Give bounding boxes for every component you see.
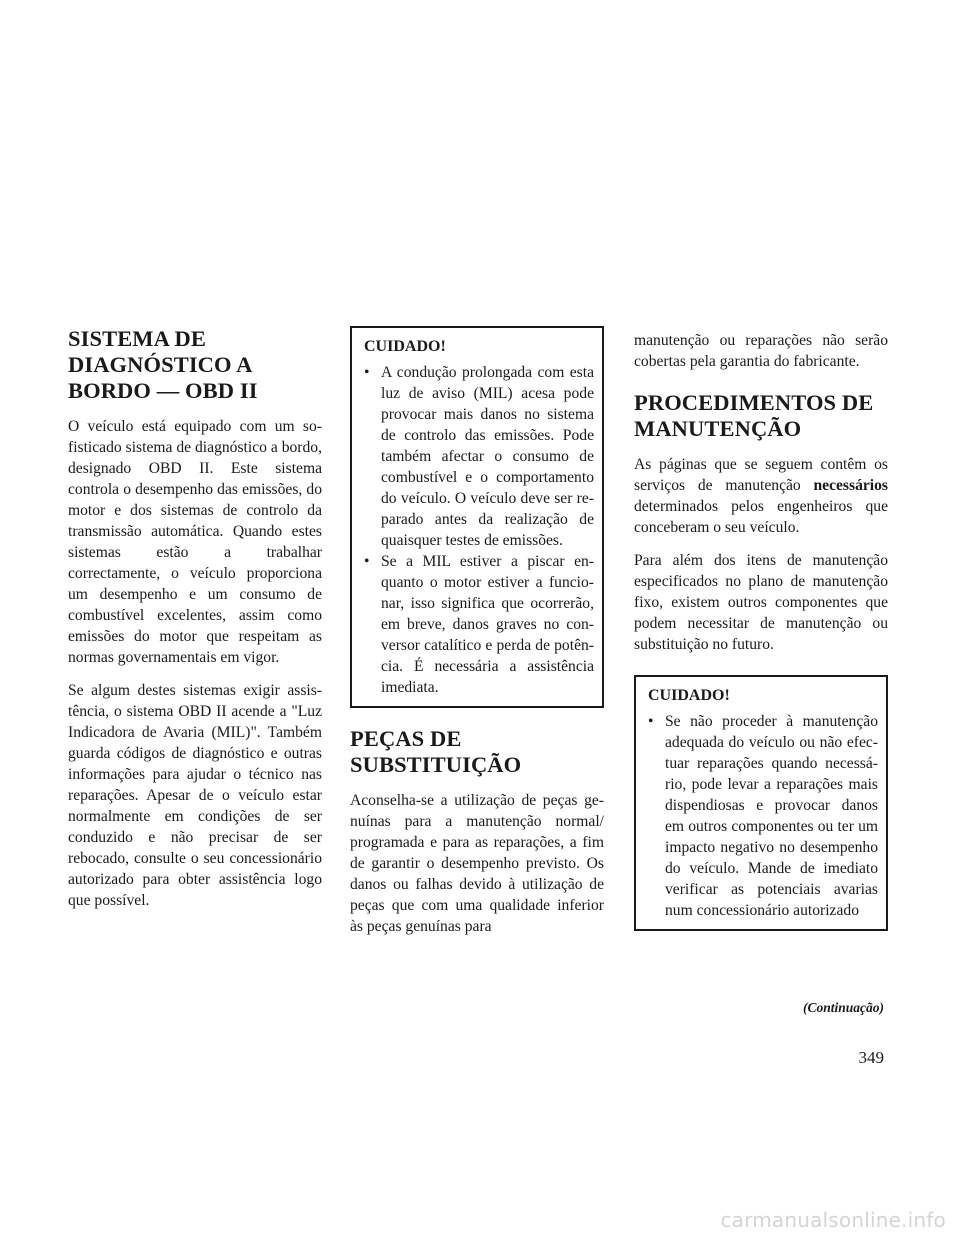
bullet-icon: • — [364, 364, 370, 381]
bullet-icon: • — [364, 553, 370, 570]
obd-paragraph-1: O veículo está equipado com um sofisticado sistema de diagnóstico a bordo, designado OBD II. Este sistema controla o desempenho das emissões, do motor e dos sistemas de controlo da transmissão automática. Quando estes sistemas estão a trabalhar correctamente, o veículo proporciona um desempenho e um consumo de combustível excelentes, assim como emissões do motor que respeitam as normas governamentais em vigor. — [68, 418, 322, 666]
warning-item — [364, 551, 594, 698]
warranty-paragraph: manutenção ou reparações não serão cobertas pela garantia do fabricante. — [634, 332, 888, 370]
parts-paragraph: Aconselha-se a utilização de peças genuínas para a manutenção normal/ programada e para as reparações, a fim de garantir o desempenho previsto. Os danos ou falhas devido à utilização de peças que com uma qualidade inferior às peças genuínas para — [350, 792, 604, 935]
middle-column — [350, 326, 604, 949]
maintenance-paragraph-2: Para além dos itens de manutenção especificados no plano de manutenção fixo, existem outros componentes que podem necessitar de manutenção ou substituição no futuro. — [634, 552, 888, 653]
warning-item-text: Se a MIL estiver a piscar enquanto o motor estiver a funcionar, isso significa que ocorrerão, em breve, danos graves no conversor catalítico e perda de potência. É necessária a assistência imediata. — [381, 553, 594, 696]
warning-box-mil — [350, 326, 604, 708]
page-number: 349 — [858, 1048, 884, 1067]
warning-item-text: Se não proceder à manutenção adequada do veículo ou não efectuar reparações quando necessário, pode levar a reparações mais dispendiosas e provocar danos em outros componentes ou ter um impacto negativo no desempenho do veículo. Mande de imediato verificar as potenciais avarias num concessionário autorizado — [665, 713, 878, 919]
maintenance-text-end: determinados pelos engenheiros que conceberam o seu veículo. — [634, 498, 888, 536]
watermark: carmanualsonline.info — [720, 1208, 946, 1232]
warning-item — [648, 711, 878, 921]
warning-item-text: A condução prolongada com esta luz de aviso (MIL) acesa pode provocar mais danos no sistema de controlo das emissões. Pode também afectar o consumo de combustível e o comportamento do veículo. O veículo deve ser reparado antes da realização de quaisquer testes de emissões. — [381, 364, 594, 549]
warning-item — [364, 362, 594, 551]
bullet-icon: • — [648, 713, 654, 730]
parts-heading: PEÇAS DE SUBSTITUIÇÃO — [350, 726, 522, 777]
warning-title: CUIDADO! — [364, 338, 446, 355]
left-column — [68, 326, 322, 923]
warning-box-maintenance — [634, 675, 888, 931]
maintenance-paragraph-1 — [634, 454, 888, 538]
warning-title: CUIDADO! — [648, 687, 730, 704]
maintenance-heading: PROCEDIMENTOS DE MANUTENÇÃO — [634, 390, 874, 441]
warning-list — [364, 362, 594, 698]
warning-list — [648, 711, 878, 921]
maintenance-text-start: As páginas que se seguem contêm os serviços de manutenção — [634, 456, 888, 494]
obd-paragraph-2: Se algum destes sistemas exigir assistência, o sistema OBD II acende a "Luz Indicadora de Avaria (MIL)". Também guarda códigos de diagnóstico e outras informações para ajudar o técnico nas reparações. Apesar de o veículo estar normalmente em condições de ser conduzido e não precisar de ser rebocado, consulte o seu concessionário autorizado para obter assistência logo que possível. — [68, 682, 322, 909]
required-emphasis: necessários — [813, 477, 888, 494]
obd-heading: SISTEMA DE DIAGNÓSTICO A BORDO — OBD II — [68, 326, 258, 403]
right-column — [634, 330, 888, 931]
continued-label: (Continuação) — [802, 1000, 884, 1015]
